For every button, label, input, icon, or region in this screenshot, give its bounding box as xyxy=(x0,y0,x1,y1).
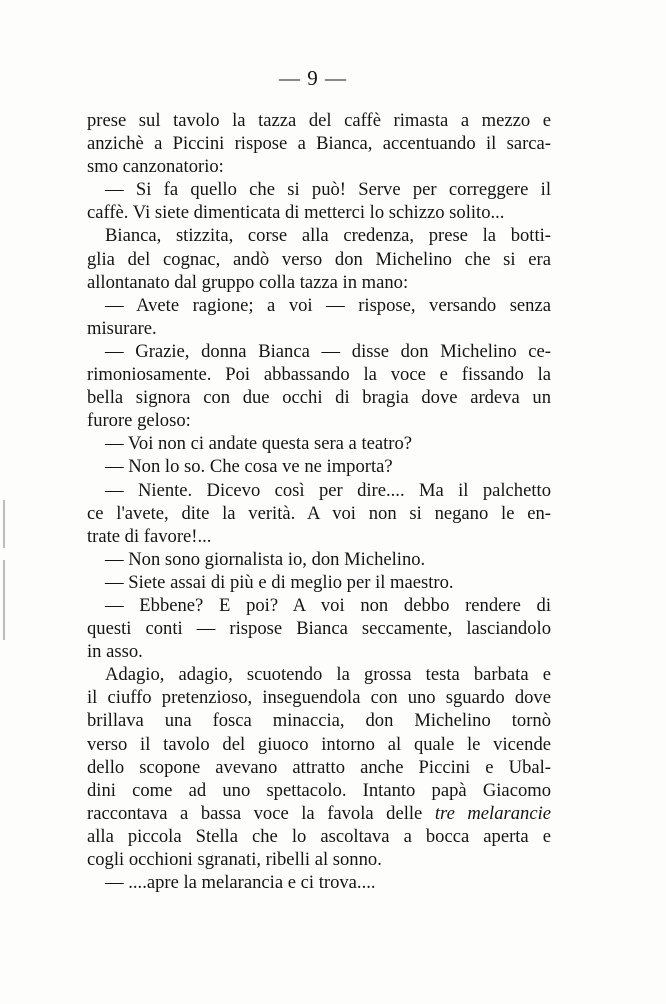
text-line-content: alla piccola Stella che lo ascoltava a bocca aperta e xyxy=(87,825,551,847)
text-line xyxy=(87,317,551,340)
text-line xyxy=(87,248,551,271)
text-line-content: prese sul tavolo la tazza del caffè rimasta a mezzo e xyxy=(87,110,551,131)
text-line-content: — Ebbene? E poi? A voi non debbo rendere di xyxy=(105,594,551,616)
text-line-content: rimoniosamente. Poi abbassando la voce e fissando la xyxy=(87,364,551,386)
text-line xyxy=(87,155,551,178)
text-line xyxy=(87,109,551,132)
text-line xyxy=(87,432,551,455)
body-text xyxy=(87,109,551,894)
text-line-content: misurare. xyxy=(87,317,157,339)
text-line xyxy=(87,663,551,686)
text-line-content: glia del cognac, andò verso don Michelino che si era xyxy=(87,248,551,270)
text-line xyxy=(87,571,551,594)
text-line-content: questi conti — rispose Bianca seccamente, lasciandolo xyxy=(87,618,551,640)
text-line-content: — Si fa quello che si può! Serve per correggere il xyxy=(105,179,551,201)
text-line xyxy=(87,386,551,409)
text-line-content: raccontava a bassa voce la favola delle xyxy=(87,802,423,824)
text-line-content: il ciuffo pretenzioso, inseguendola con uno sguardo dove xyxy=(87,687,551,709)
text-line xyxy=(87,871,551,894)
text-line-content: trate di favore!... xyxy=(87,525,212,547)
text-line xyxy=(87,525,551,548)
text-line xyxy=(87,802,551,825)
text-line-content: furore geloso: xyxy=(87,410,191,432)
text-line-content: brillava una fosca minaccia, don Michelino tornò xyxy=(87,710,551,732)
text-line-content: — Siete assai di più e di meglio per il maestro. xyxy=(105,571,454,593)
text-line-content: — Grazie, donna Bianca — disse don Michelino ce- xyxy=(105,340,551,362)
text-line xyxy=(87,201,551,224)
page-number: — 9 — xyxy=(279,66,347,90)
text-line-content: in asso. xyxy=(87,641,143,663)
text-line xyxy=(87,479,551,502)
text-line xyxy=(87,363,551,386)
text-line xyxy=(87,779,551,802)
text-line-content: — Non lo so. Che cosa ve ne importa? xyxy=(105,456,393,478)
text-line xyxy=(87,340,551,363)
text-line xyxy=(87,756,551,779)
text-line xyxy=(87,594,551,617)
text-line xyxy=(87,640,551,663)
text-line-content: caffè. Vi siete dimenticata di metterci lo schizzo solito... xyxy=(87,202,505,224)
text-line-content: — Avete ragione; a voi — rispose, versando senza xyxy=(105,294,551,316)
scan-edge-mark xyxy=(3,500,5,548)
text-line xyxy=(87,709,551,732)
text-line xyxy=(87,848,551,871)
text-line xyxy=(87,294,551,317)
text-line xyxy=(87,455,551,478)
text-line xyxy=(87,733,551,756)
text-line xyxy=(87,825,551,848)
text-line xyxy=(87,224,551,247)
text-line-content: ce l'avete, dite la verità. A voi non si negano le en- xyxy=(87,502,551,524)
text-line-content: Adagio, adagio, scuotendo la grossa testa barbata e xyxy=(105,664,551,686)
text-line xyxy=(87,686,551,709)
text-line xyxy=(87,271,551,294)
text-line-content: — Non sono giornalista io, don Michelino. xyxy=(105,548,426,570)
text-line-content: dini come ad uno spettacolo. Intanto papà Giacomo xyxy=(87,779,551,801)
text-line-content: dello scopone avevano attratto anche Piccini e Ubal- xyxy=(87,756,551,778)
text-line-content: anzichè a Piccini rispose a Bianca, accentuando il sarca- xyxy=(87,133,551,155)
text-line-content: cogli occhioni sgranati, ribelli al sonno. xyxy=(87,849,382,870)
text-line-content: — Voi non ci andate questa sera a teatro? xyxy=(105,433,413,455)
text-line-content: Bianca, stizzita, corse alla credenza, prese la botti- xyxy=(105,225,551,247)
text-line xyxy=(87,132,551,155)
text-line-content: bella signora con due occhi di bragia dove ardeva un xyxy=(87,387,551,409)
text-line xyxy=(87,409,551,432)
text-line xyxy=(87,548,551,571)
text-line-content: allontanato dal gruppo colla tazza in mano: xyxy=(87,271,409,293)
italic-title: tre melarancie xyxy=(434,802,551,824)
text-line xyxy=(87,502,551,525)
text-line-content: — ....apre la melarancia e ci trova.... xyxy=(105,872,376,894)
text-line-content: smo canzonatorio: xyxy=(87,156,224,178)
scan-edge-mark xyxy=(3,560,5,640)
text-line-content: — Niente. Dicevo così per dire.... Ma il palchetto xyxy=(105,479,551,501)
text-line-content: verso il tavolo del giuoco intorno al quale le vicende xyxy=(87,733,551,755)
text-line xyxy=(87,617,551,640)
text-line xyxy=(87,178,551,201)
